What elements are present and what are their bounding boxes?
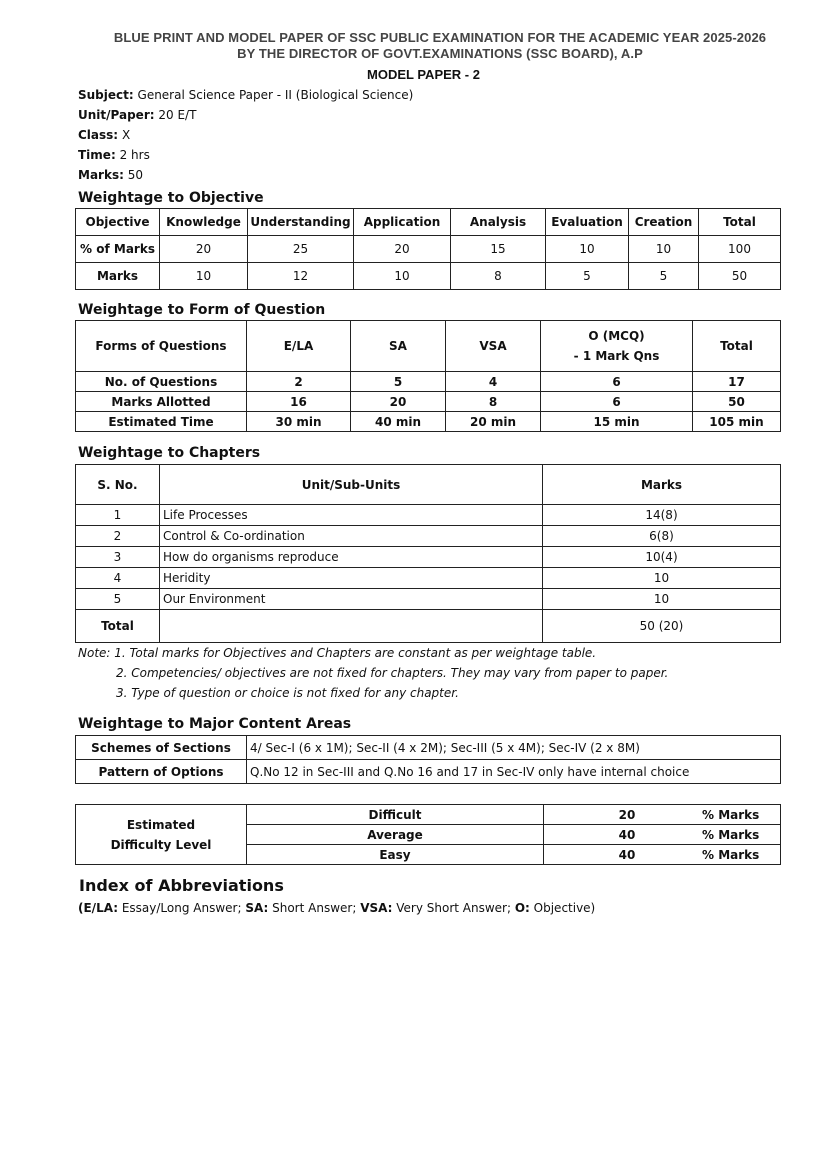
content-areas-table [75,735,781,784]
meta-time [78,148,150,162]
table-cell: 50 [699,263,781,290]
table-cell: 15 [451,236,546,263]
section-title-form: Weightage to Form of Question [78,302,326,318]
abbreviations-line [78,901,595,915]
meta-unit [78,108,196,122]
difficulty-value: 20 [618,807,636,822]
table-cell: 10 [160,263,248,290]
note-line-2: 2. Competencies/ objectives are not fixed for chapters. They may vary from paper to paper. [116,666,669,680]
table-cell: 105 min [693,412,781,432]
table-cell: Control & Co-ordination [160,526,543,547]
table-header-cell: Total [693,321,781,372]
form-table [75,320,781,432]
table-header-cell: SA [351,321,446,372]
table-cell: 40 min [351,412,446,432]
meta-label: Marks: [78,168,124,182]
section-title-objective: Weightage to Objective [78,190,264,206]
table-header-cell: VSA [446,321,541,372]
header-line-1: BLUE PRINT AND MODEL PAPER OF SSC PUBLIC EXAMINATION FOR THE ACADEMIC YEAR 2025-2026 [113,30,767,45]
table-cell: 4 [446,372,541,392]
mcq-header-line-1: O (MCQ) [588,329,645,343]
table-cell: 6 [541,392,693,412]
table-cell: 10 [543,568,781,589]
table-header-cell: Knowledge [160,209,248,236]
table-cell: 6(8) [543,526,781,547]
table-header-cell: S. No. [76,465,160,505]
table-cell: 20 [354,236,451,263]
table-cell: 30 min [247,412,351,432]
table-cell: 25 [248,236,354,263]
table-header-cell: Forms of Questions [76,321,247,372]
table-header-cell: E/LA [247,321,351,372]
table-cell: 8 [446,392,541,412]
table-row [76,392,781,412]
meta-label: Time: [78,148,116,162]
abbr-term: E/LA: [83,901,119,915]
meta-class [78,128,130,142]
table-header-cell: Marks [543,465,781,505]
section-title-chapters: Weightage to Chapters [78,445,261,461]
table-row [76,236,781,263]
difficulty-value: 40 [618,827,636,842]
table-cell: 1 [76,505,160,526]
table-cell: Marks [76,263,160,290]
table-header-row [76,465,781,505]
difficulty-label-line-1: Estimated [126,817,196,832]
abbr-open-paren: ( [78,901,84,915]
meta-label: Class: [78,128,119,142]
table-header-cell: Analysis [451,209,546,236]
table-cell: How do organisms reproduce [160,547,543,568]
table-cell: 17 [693,372,781,392]
table-cell: Pattern of Options [76,760,247,784]
table-cell: 20 min [446,412,541,432]
table-cell [544,825,781,845]
table-cell: 14(8) [543,505,781,526]
table-cell: 10 [629,236,699,263]
table-row [76,372,781,392]
table-cell [160,610,543,643]
table-cell: Our Environment [160,589,543,610]
meta-value: 2 hrs [119,148,150,162]
table-row [76,805,781,825]
meta-label: Unit/Paper: [78,108,155,122]
meta-value: X [121,128,131,142]
chapters-table [75,464,781,643]
table-header-cell: Objective [76,209,160,236]
mcq-header-line-2: - 1 Mark Qns [573,349,660,363]
table-total-row [76,610,781,643]
table-cell: 12 [248,263,354,290]
table-cell: No. of Questions [76,372,247,392]
table-cell: 3 [76,547,160,568]
table-cell: 5 [546,263,629,290]
table-cell: 2 [247,372,351,392]
difficulty-unit: % Marks [702,827,760,842]
abbr-meaning: Objective) [529,901,596,915]
meta-value: 50 [127,168,143,182]
table-cell: 4 [76,568,160,589]
table-cell: Estimated Time [76,412,247,432]
meta-subject [78,88,413,102]
table-cell: 2 [76,526,160,547]
table-row [76,263,781,290]
difficulty-unit: % Marks [702,847,760,862]
abbr-meaning: Short Answer; [268,901,361,915]
meta-label: Subject: [78,88,134,102]
abbr-term: VSA: [360,901,393,915]
table-cell: 8 [451,263,546,290]
table-header-cell: Understanding [248,209,354,236]
header-line-2: BY THE DIRECTOR OF GOVT.EXAMINATIONS (SSC BOARD), A.P [237,46,643,61]
note-line-1: Note: 1. Total marks for Objectives and Chapters are constant as per weightage table. [78,646,597,660]
meta-value: 20 E/T [158,108,197,122]
table-cell: Easy [247,845,544,865]
table-cell: Difficult [247,805,544,825]
table-cell: Q.No 12 in Sec-III and Q.No 16 and 17 in Sec-IV only have internal choice [247,760,781,784]
table-row [76,505,781,526]
note-line-3: 3. Type of question or choice is not fixed for any chapter. [116,686,459,700]
abbr-meaning: Essay/Long Answer; [118,901,246,915]
table-row [76,412,781,432]
table-cell: 50 (20) [543,610,781,643]
table-cell: 5 [76,589,160,610]
table-cell: 10(4) [543,547,781,568]
abbr-term: O: [514,901,530,915]
meta-marks [78,168,143,182]
table-cell [544,845,781,865]
table-cell: 6 [541,372,693,392]
table-row [76,547,781,568]
table-cell: Schemes of Sections [76,736,247,760]
table-header-row [76,209,781,236]
table-header-cell: Creation [629,209,699,236]
difficulty-table [75,804,781,865]
table-cell: 15 min [541,412,693,432]
table-cell: Total [76,610,160,643]
section-title-content-areas: Weightage to Major Content Areas [78,716,352,732]
abbreviations-title: Index of Abbreviations [79,876,284,895]
table-row [76,568,781,589]
table-row [76,760,781,784]
table-cell: 16 [247,392,351,412]
table-header-row [76,321,781,372]
table-header-cell [541,321,693,372]
difficulty-label-line-2: Difficulty Level [110,837,212,852]
difficulty-value: 40 [618,847,636,862]
table-cell: Marks Allotted [76,392,247,412]
abbr-term: SA: [245,901,269,915]
table-cell: Life Processes [160,505,543,526]
table-cell: Average [247,825,544,845]
difficulty-unit: % Marks [702,807,760,822]
table-cell [544,805,781,825]
table-row [76,589,781,610]
table-header-cell: Application [354,209,451,236]
table-cell: 10 [543,589,781,610]
objective-table [75,208,781,290]
table-cell: % of Marks [76,236,160,263]
model-paper-title: MODEL PAPER - 2 [367,67,480,82]
abbr-meaning: Very Short Answer; [392,901,515,915]
table-header-cell: Total [699,209,781,236]
table-row [76,526,781,547]
table-header-cell: Unit/Sub-Units [160,465,543,505]
table-row [76,736,781,760]
table-header-cell: Evaluation [546,209,629,236]
table-cell: 5 [351,372,446,392]
table-cell: 20 [160,236,248,263]
meta-value: General Science Paper - II (Biological Science) [137,88,414,102]
table-cell: 10 [354,263,451,290]
table-cell: 10 [546,236,629,263]
table-cell: 5 [629,263,699,290]
table-cell: 100 [699,236,781,263]
table-cell: 20 [351,392,446,412]
difficulty-label-cell [76,805,247,865]
table-cell: Heridity [160,568,543,589]
table-cell: 4/ Sec-I (6 x 1M); Sec-II (4 x 2M); Sec-III (5 x 4M); Sec-IV (2 x 8M) [247,736,781,760]
table-cell: 50 [693,392,781,412]
